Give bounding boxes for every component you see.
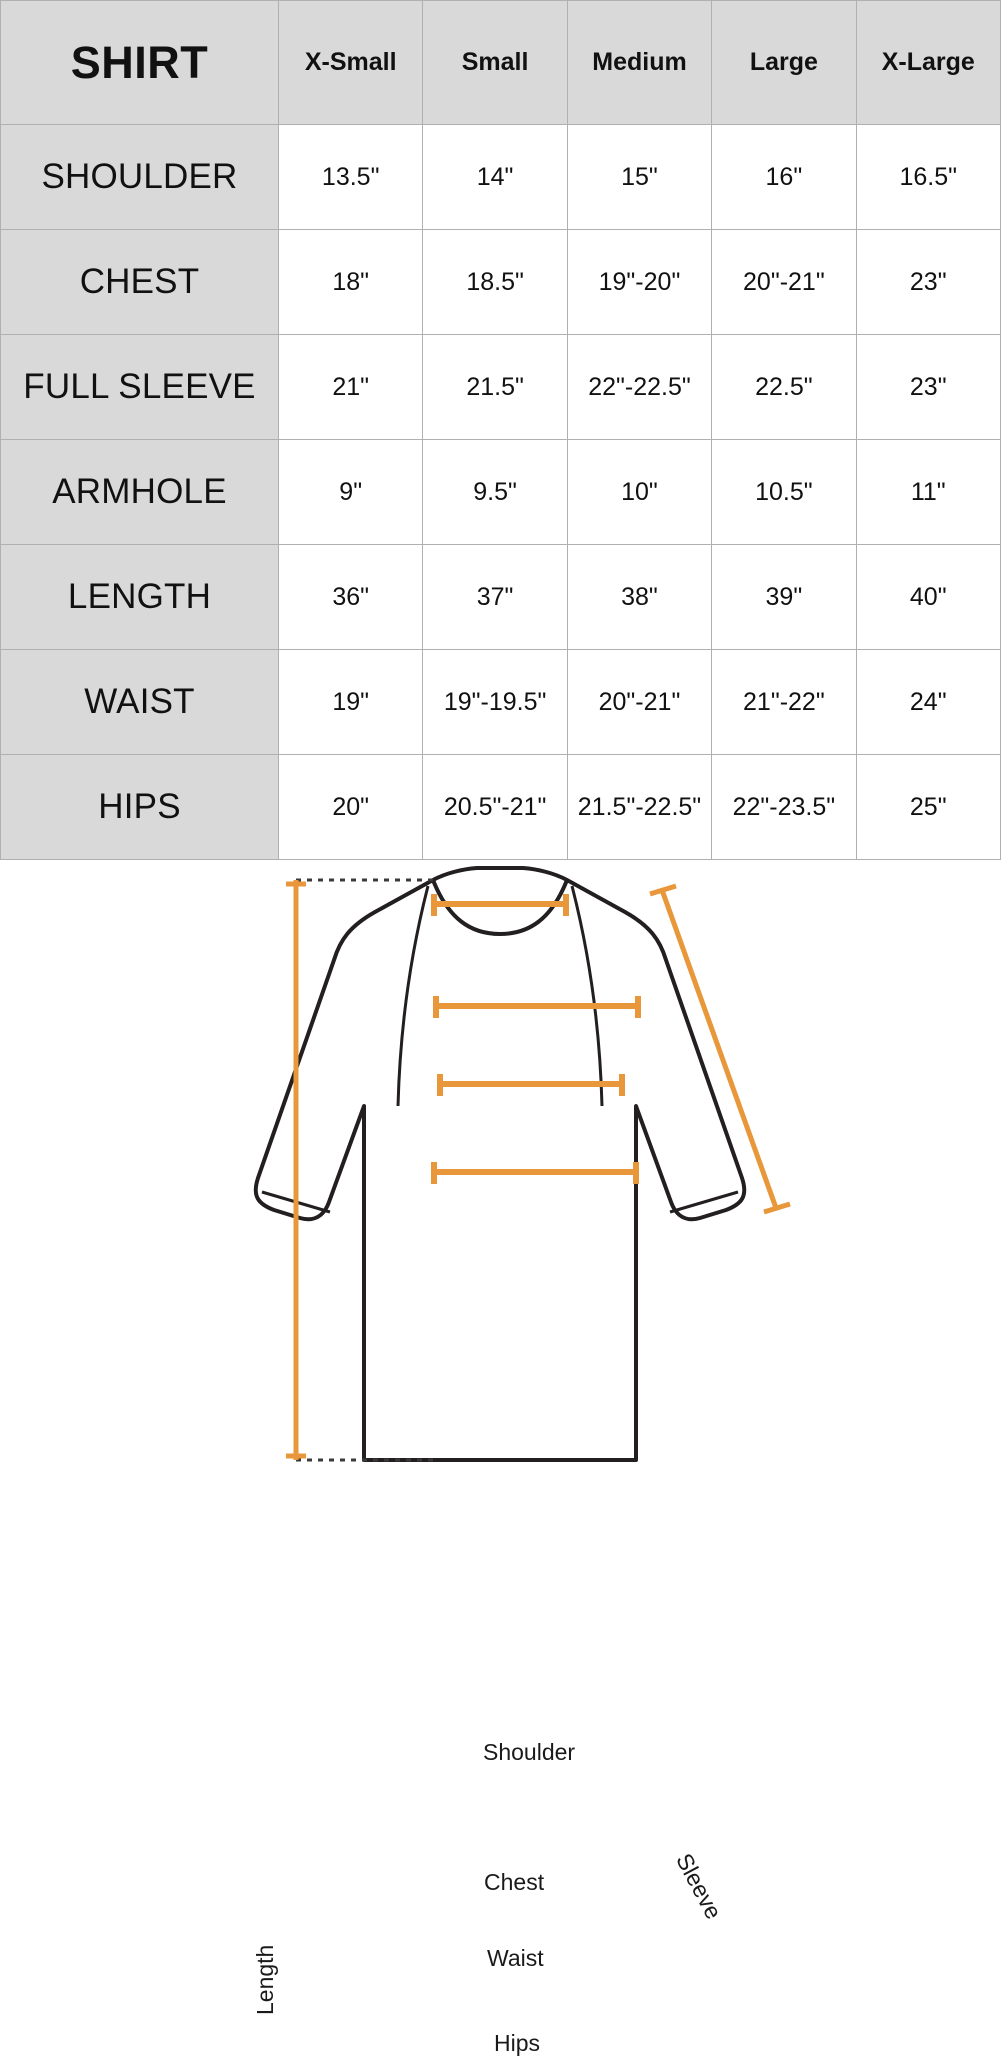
row-label-waist: WAIST (1, 650, 279, 755)
cell-length-small: 37" (423, 545, 567, 650)
cell-armhole-xlarge: 11" (856, 440, 1000, 545)
cell-shoulder-medium: 15" (567, 125, 711, 230)
cell-waist-medium: 20"-21" (567, 650, 711, 755)
cell-full-sleeve-xlarge: 23" (856, 335, 1000, 440)
column-header-xsmall: X-Small (279, 1, 423, 125)
table-row (1, 335, 1001, 440)
cell-hips-xlarge: 25" (856, 755, 1000, 860)
column-header-medium: Medium (567, 1, 711, 125)
table-row (1, 440, 1001, 545)
cell-waist-xsmall: 19" (279, 650, 423, 755)
diagram-label-chest: Chest (484, 1869, 545, 1895)
table-row (1, 650, 1001, 755)
cell-waist-xlarge: 24" (856, 650, 1000, 755)
diagram-label-sleeve: Sleeve (671, 1849, 728, 1924)
garment-measurement-diagram (0, 860, 1000, 2056)
table-row (1, 545, 1001, 650)
cell-armhole-small: 9.5" (423, 440, 567, 545)
cell-armhole-large: 10.5" (712, 440, 856, 545)
cell-chest-large: 20"-21" (712, 230, 856, 335)
cell-length-medium: 38" (567, 545, 711, 650)
row-label-armhole: ARMHOLE (1, 440, 279, 545)
diagram-label-waist: Waist (487, 1945, 544, 1971)
shirt-outline-icon (256, 868, 745, 1460)
cell-shoulder-large: 16" (712, 125, 856, 230)
row-label-full-sleeve: FULL SLEEVE (1, 335, 279, 440)
cell-waist-small: 19"-19.5" (423, 650, 567, 755)
row-label-hips: HIPS (1, 755, 279, 860)
page-title: SHIRT (1, 1, 279, 125)
row-label-length: LENGTH (1, 545, 279, 650)
cell-shoulder-small: 14" (423, 125, 567, 230)
table-row (1, 230, 1001, 335)
row-label-shoulder: SHOULDER (1, 125, 279, 230)
cell-full-sleeve-xsmall: 21" (279, 335, 423, 440)
diagram-label-shoulder: Shoulder (483, 1739, 576, 1765)
diagram-label-length: Length (252, 1944, 278, 2015)
column-header-large: Large (712, 1, 856, 125)
cell-chest-small: 18.5" (423, 230, 567, 335)
cell-armhole-xsmall: 9" (279, 440, 423, 545)
column-header-small: Small (423, 1, 567, 125)
cell-chest-xlarge: 23" (856, 230, 1000, 335)
column-header-xlarge: X-Large (856, 1, 1000, 125)
cell-hips-medium: 21.5"-22.5" (567, 755, 711, 860)
cell-length-xlarge: 40" (856, 545, 1000, 650)
table-row (1, 755, 1001, 860)
cell-chest-medium: 19"-20" (567, 230, 711, 335)
row-label-chest: CHEST (1, 230, 279, 335)
cell-hips-small: 20.5"-21" (423, 755, 567, 860)
cell-hips-xsmall: 20" (279, 755, 423, 860)
cell-hips-large: 22"-23.5" (712, 755, 856, 860)
table-row (1, 125, 1001, 230)
cell-full-sleeve-medium: 22"-22.5" (567, 335, 711, 440)
cell-armhole-medium: 10" (567, 440, 711, 545)
table-header-row (1, 1, 1001, 125)
cell-shoulder-xlarge: 16.5" (856, 125, 1000, 230)
size-chart-table (0, 0, 1001, 860)
cell-chest-xsmall: 18" (279, 230, 423, 335)
cell-length-large: 39" (712, 545, 856, 650)
cell-full-sleeve-large: 22.5" (712, 335, 856, 440)
cell-full-sleeve-small: 21.5" (423, 335, 567, 440)
garment-illustration (0, 860, 1000, 1492)
cell-waist-large: 21"-22" (712, 650, 856, 755)
cell-length-xsmall: 36" (279, 545, 423, 650)
diagram-label-hips: Hips (494, 2030, 541, 2056)
cell-shoulder-xsmall: 13.5" (279, 125, 423, 230)
